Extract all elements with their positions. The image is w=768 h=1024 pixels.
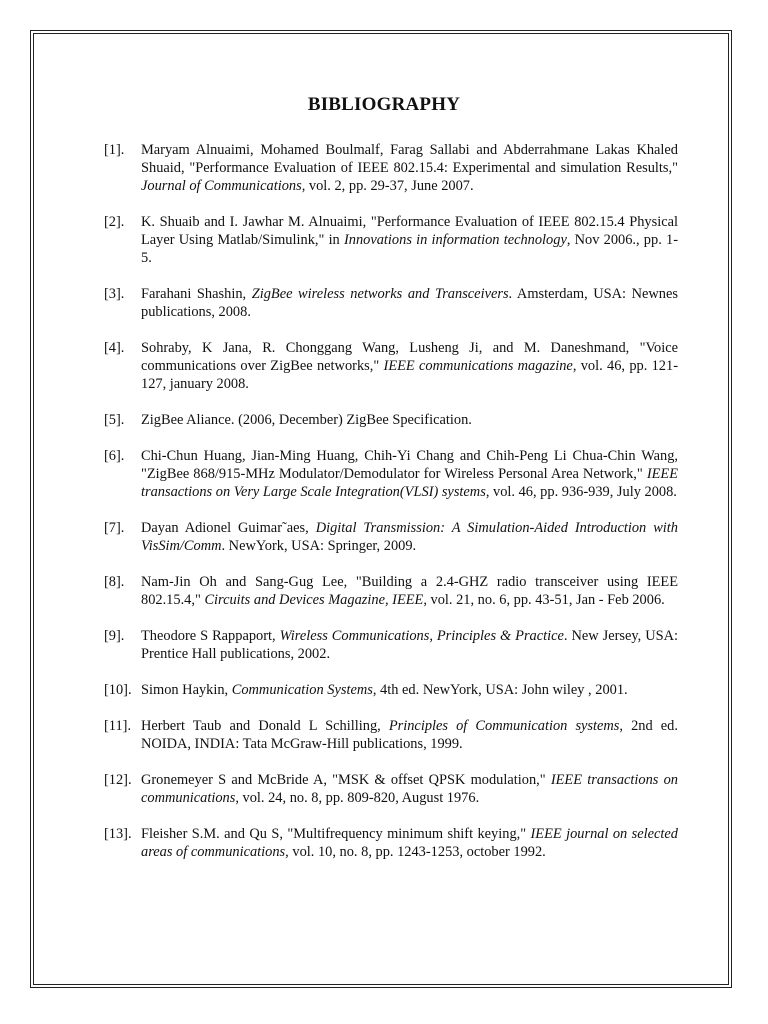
reference-item: [104, 141, 678, 195]
reference-details: , vol. 24, no. 8, pp. 809-820, August 1976.: [235, 790, 480, 806]
reference-number: [3].: [104, 286, 125, 302]
reference-details: , Nov 2006., pp. 1-5.: [141, 232, 678, 266]
reference-item: [104, 411, 678, 429]
reference-item: [104, 519, 678, 555]
reference-text: [141, 717, 678, 753]
reference-details: , vol. 46, pp. 936-939, July 2008.: [485, 484, 677, 500]
reference-details: , 2nd ed. NOIDA, INDIA: Tata McGraw-Hill publications, 1999.: [141, 718, 678, 752]
reference-authors-title: Gronemeyer S and McBride A, "MSK & offset QPSK modulation,": [141, 772, 551, 788]
reference-authors-title: Farahani Shashin,: [141, 286, 252, 302]
reference-item: [104, 627, 678, 663]
reference-text: [141, 447, 678, 501]
reference-number: [4].: [104, 340, 125, 356]
reference-number: [13].: [104, 826, 132, 842]
reference-details: . NewYork, USA: Springer, 2009.: [221, 538, 417, 554]
reference-source: Journal of Communications: [141, 178, 302, 194]
reference-source: IEEE transactions on Very Large Scale Integration(VLSI) systems: [141, 466, 678, 500]
reference-number: [1].: [104, 142, 125, 158]
reference-number: [9].: [104, 628, 125, 644]
reference-item: [104, 339, 678, 393]
reference-item: [104, 447, 678, 501]
reference-item: [104, 717, 678, 753]
reference-source: Circuits and Devices Magazine, IEEE: [204, 592, 424, 608]
reference-source: Communication Systems: [231, 682, 373, 698]
reference-list: [104, 141, 678, 879]
reference-authors-title: Fleisher S.M. and Qu S, "Multifrequency minimum shift keying,": [141, 826, 531, 842]
reference-details: . Amsterdam, USA: Newnes publications, 2008.: [141, 286, 678, 320]
reference-source: IEEE communications magazine: [383, 358, 573, 374]
reference-authors-title: Sohraby, K Jana, R. Chonggang Wang, Lusheng Ji, and M. Daneshmand, "Voice communications over ZigBee networks,": [141, 340, 678, 374]
reference-number: [5].: [104, 412, 125, 428]
reference-source: Wireless Communications, Principles & Practice: [279, 628, 564, 644]
reference-item: [104, 771, 678, 807]
reference-item: [104, 285, 678, 321]
reference-authors-title: ZigBee Aliance. (2006, December) ZigBee Specification.: [141, 412, 472, 428]
reference-source: Principles of Communication systems: [388, 718, 620, 734]
reference-text: [141, 825, 678, 861]
reference-text: [141, 681, 678, 699]
reference-authors-title: Maryam Alnuaimi, Mohamed Boulmalf, Farag Sallabi and Abderrahmane Lakas Khaled Shuaid, "Performance Evaluation of IEEE 802.15.4: Experimental and simulation Results,": [141, 142, 678, 176]
reference-authors-title: Simon Haykin,: [141, 682, 232, 698]
reference-number: [2].: [104, 214, 125, 230]
reference-authors-title: Chi-Chun Huang, Jian-Ming Huang, Chih-Yi Chang and Chih-Peng Li Chua-Chin Wang, "ZigBee 868/915-MHz Modulator/Demodulator for Wireless Personal Area Network,": [141, 448, 678, 482]
reference-details: , vol. 10, no. 8, pp. 1243-1253, october 1992.: [285, 844, 546, 860]
reference-authors-title: Theodore S Rappaport,: [141, 628, 280, 644]
reference-authors-title: Nam-Jin Oh and Sang-Gug Lee, "Building a 2.4-GHZ radio transceiver using IEEE 802.15.4,": [141, 574, 678, 608]
reference-text: [141, 339, 678, 393]
reference-details: , vol. 2, pp. 29-37, June 2007.: [301, 178, 474, 194]
reference-text: [141, 519, 678, 555]
reference-item: [104, 573, 678, 609]
reference-number: [6].: [104, 448, 125, 464]
reference-details: , 4th ed. NewYork, USA: John wiley , 2001.: [372, 682, 628, 698]
reference-number: [12].: [104, 772, 132, 788]
reference-source: IEEE journal on selected areas of communications: [141, 826, 678, 860]
reference-number: [10].: [104, 682, 132, 698]
reference-text: [141, 141, 678, 195]
reference-authors-title: Dayan Adionel Guimar˜aes,: [141, 520, 316, 536]
reference-authors-title: Herbert Taub and Donald L Schilling,: [141, 718, 389, 734]
reference-text: [141, 573, 678, 609]
reference-text: [141, 213, 678, 267]
reference-source: Innovations in information technology: [343, 232, 567, 248]
reference-details: , vol. 46, pp. 121-127, january 2008.: [141, 358, 678, 392]
reference-text: [141, 411, 678, 429]
reference-item: [104, 825, 678, 861]
reference-source: IEEE transactions on communications: [141, 772, 678, 806]
reference-text: [141, 285, 678, 321]
page-title: BIBLIOGRAPHY: [307, 94, 461, 115]
reference-item: [104, 681, 678, 699]
reference-details: . New Jersey, USA: Prentice Hall publications, 2002.: [141, 628, 678, 662]
reference-text: [141, 627, 678, 663]
reference-number: [8].: [104, 574, 125, 590]
reference-source: Digital Transmission: A Simulation-Aided Introduction with VisSim/Comm: [141, 520, 678, 554]
reference-number: [11].: [104, 718, 132, 734]
reference-details: , vol. 21, no. 6, pp. 43-51, Jan - Feb 2006.: [423, 592, 665, 608]
reference-text: [141, 771, 678, 807]
reference-source: ZigBee wireless networks and Transceivers: [251, 286, 509, 302]
reference-item: [104, 213, 678, 267]
reference-number: [7].: [104, 520, 125, 536]
reference-authors-title: K. Shuaib and I. Jawhar M. Alnuaimi, "Performance Evaluation of IEEE 802.15.4 Physical Layer Using Matlab/Simulink," in: [141, 214, 678, 248]
